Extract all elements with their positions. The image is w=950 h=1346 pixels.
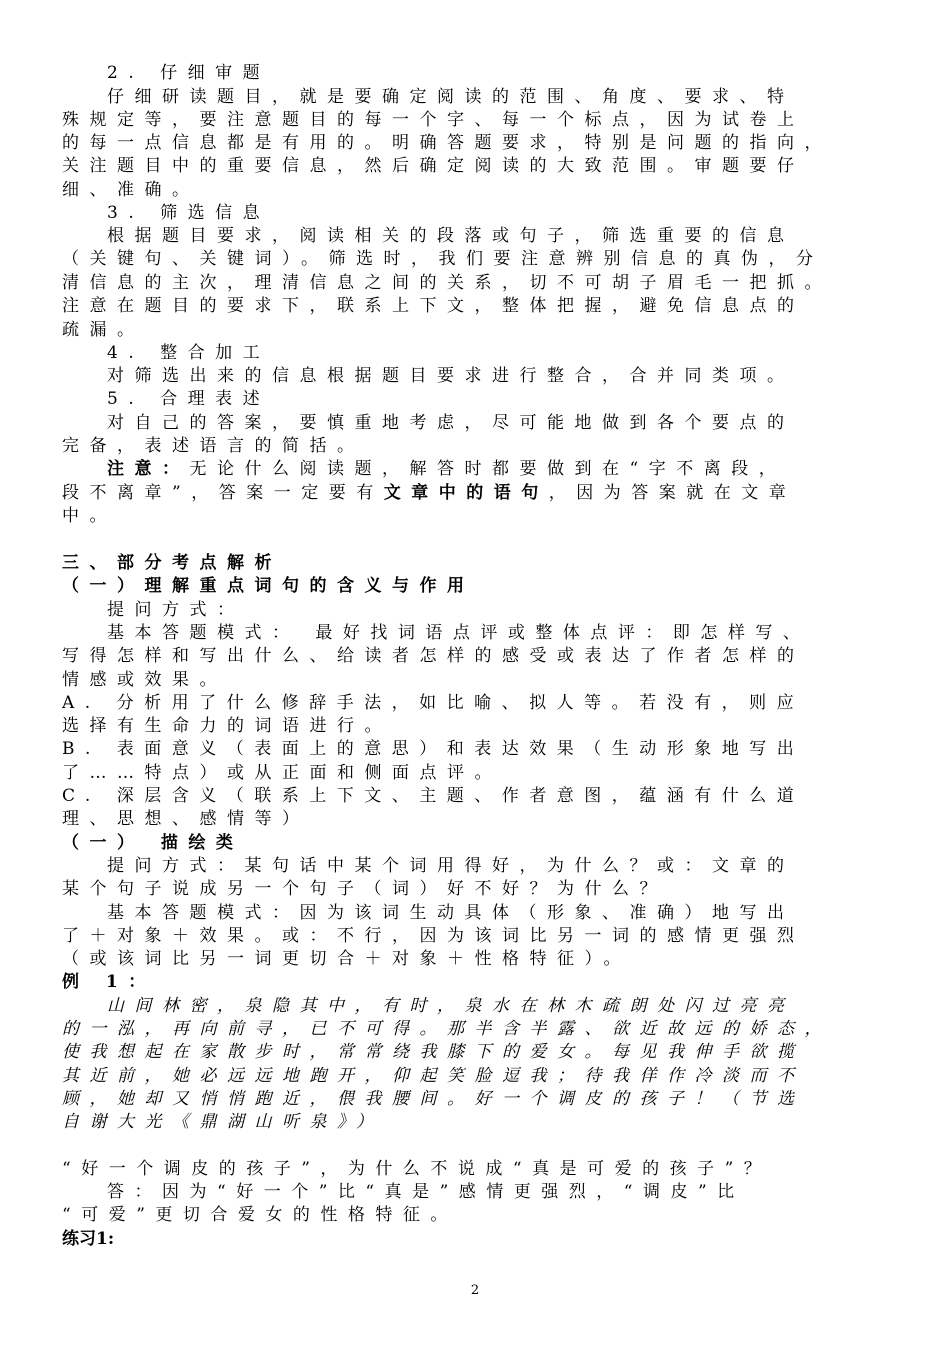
text-line: 选择有生命力的词语进行。 — [62, 716, 392, 736]
note-text: 段不离章”，答案一定要有 — [62, 483, 384, 503]
text-line: 的每一点信息都是有用的。明确答题要求，特别是问题的指向， — [62, 133, 832, 153]
text-line: 了……特点）或从正面和侧面点评。 — [62, 763, 502, 783]
text-line: 了＋对象＋效果。或：不行，因为该词比另一词的感情更强烈 — [62, 926, 805, 946]
note-emphasis: 文章中的语句 — [383, 483, 549, 503]
note-text: 无论什么阅读题，解答时都要做到在“字不离段， — [189, 459, 787, 479]
text-line: 注意在题目的要求下，联系上下文，整体把握，避免信息点的 — [62, 296, 805, 316]
subsection-title: （一）理解重点词句的含义与作用 — [62, 576, 475, 596]
quote-line: 自谢大光《鼎湖山听泉》） — [62, 1112, 384, 1132]
text-line: 殊规定等，要注意题目的每一个字、每一个标点，因为试卷上 — [62, 110, 805, 130]
text-line: C. 深层含义（联系上下文、主题、作者意图，蕴涵有什么道 — [62, 786, 805, 806]
page-number: 2 — [470, 1283, 480, 1298]
heading-careful-review: 2. 仔细审题 — [107, 63, 271, 83]
text-line: 清信息的主次，理清信息之间的关系，切不可胡子眉毛一把抓。 — [62, 273, 832, 293]
text-line: 理、思想、感情等） — [62, 809, 310, 829]
section-title: 三、部分考点解析 — [62, 553, 282, 573]
subsection-title: （一） 描绘类 — [62, 833, 244, 853]
text-line: 提问方式：某句话中某个词用得好，为什么？或：文章的 — [107, 856, 795, 876]
text-line: 基本答题模式：因为该词生动具体（形象、准确）地写出 — [107, 903, 795, 923]
question-line: “好一个调皮的孩子”，为什么不说成“真是可爱的孩子”？ — [62, 1159, 772, 1179]
text-line: 对筛选出来的信息根据题目要求进行整合，合并同类项。 — [107, 366, 795, 386]
text-line: 仔细研读题目，就是要确定阅读的范围、角度、要求、特 — [107, 87, 795, 107]
text-line: （或该词比另一词更切合＋对象＋性格特征）。 — [62, 949, 631, 969]
text-line: 基本答题模式： 最好找词语点评或整体点评：即怎样写、 — [107, 623, 811, 643]
answer-line: 答：因为“好一个”比“真是”感情更强烈，“调皮”比 — [107, 1182, 745, 1202]
quote-line: 其近前，她必远远地跑开，仰起笑脸逗我；待我佯作冷淡而不 — [62, 1066, 805, 1086]
text-line: 写得怎样和写出什么、给读者怎样的感受或表达了作者怎样的 — [62, 646, 805, 666]
quote-line: 的一泓，再向前寻，已不可得。那半含半露、欲近故远的娇态， — [62, 1019, 832, 1039]
quote-line: 顾，她却又悄悄跑近，偎我腰间。好一个调皮的孩子！（节选 — [62, 1089, 805, 1109]
note-line — [62, 482, 888, 505]
note-line — [107, 458, 888, 481]
text-line: 某个句子说成另一个句子（词）好不好？为什么？ — [62, 879, 667, 899]
text-line: 提问方式： — [107, 600, 245, 620]
answer-line: “可爱”更切合爱女的性格特征。 — [62, 1205, 458, 1225]
quote-line: 使我想起在家散步时，常常绕我膝下的爱女。每见我伸手欲揽 — [62, 1042, 805, 1062]
example-label: 例 1： — [62, 972, 156, 992]
text-line: 情感或效果。 — [62, 670, 227, 690]
quote-line: 山间林密，泉隐其中，有时，泉水在林木疏朗处闪过亮亮 — [107, 996, 795, 1016]
text-line: 中。 — [62, 506, 117, 526]
exercise-label: 练习1: — [62, 1229, 115, 1249]
text-line: 细、准确。 — [62, 180, 200, 200]
text-line: 完备，表述语言的简括。 — [62, 436, 365, 456]
text-line: A. 分析用了什么修辞手法，如比喻、拟人等。若没有，则应 — [62, 693, 805, 713]
heading-expression: 5. 合理表述 — [107, 389, 271, 409]
heading-filter-info: 3. 筛选信息 — [107, 203, 271, 223]
text-line: B. 表面意义（表面上的意思）和表达效果（生动形象地写出 — [62, 739, 805, 759]
heading-integrate: 4. 整合加工 — [107, 343, 271, 363]
text-line: 对自己的答案，要慎重地考虑，尽可能地做到各个要点的 — [107, 413, 795, 433]
text-line: 疏漏。 — [62, 320, 145, 340]
text-line: 根据题目要求，阅读相关的段落或句子，筛选重要的信息 — [107, 226, 795, 246]
note-label: 注意： — [107, 459, 190, 479]
note-text: ，因为答案就在文章 — [548, 483, 797, 503]
text-line: （关键句、关键词）。筛选时，我们要注意辨别信息的真伪，分 — [62, 249, 824, 269]
text-line: 关注题目中的重要信息，然后确定阅读的大致范围。审题要仔 — [62, 156, 805, 176]
